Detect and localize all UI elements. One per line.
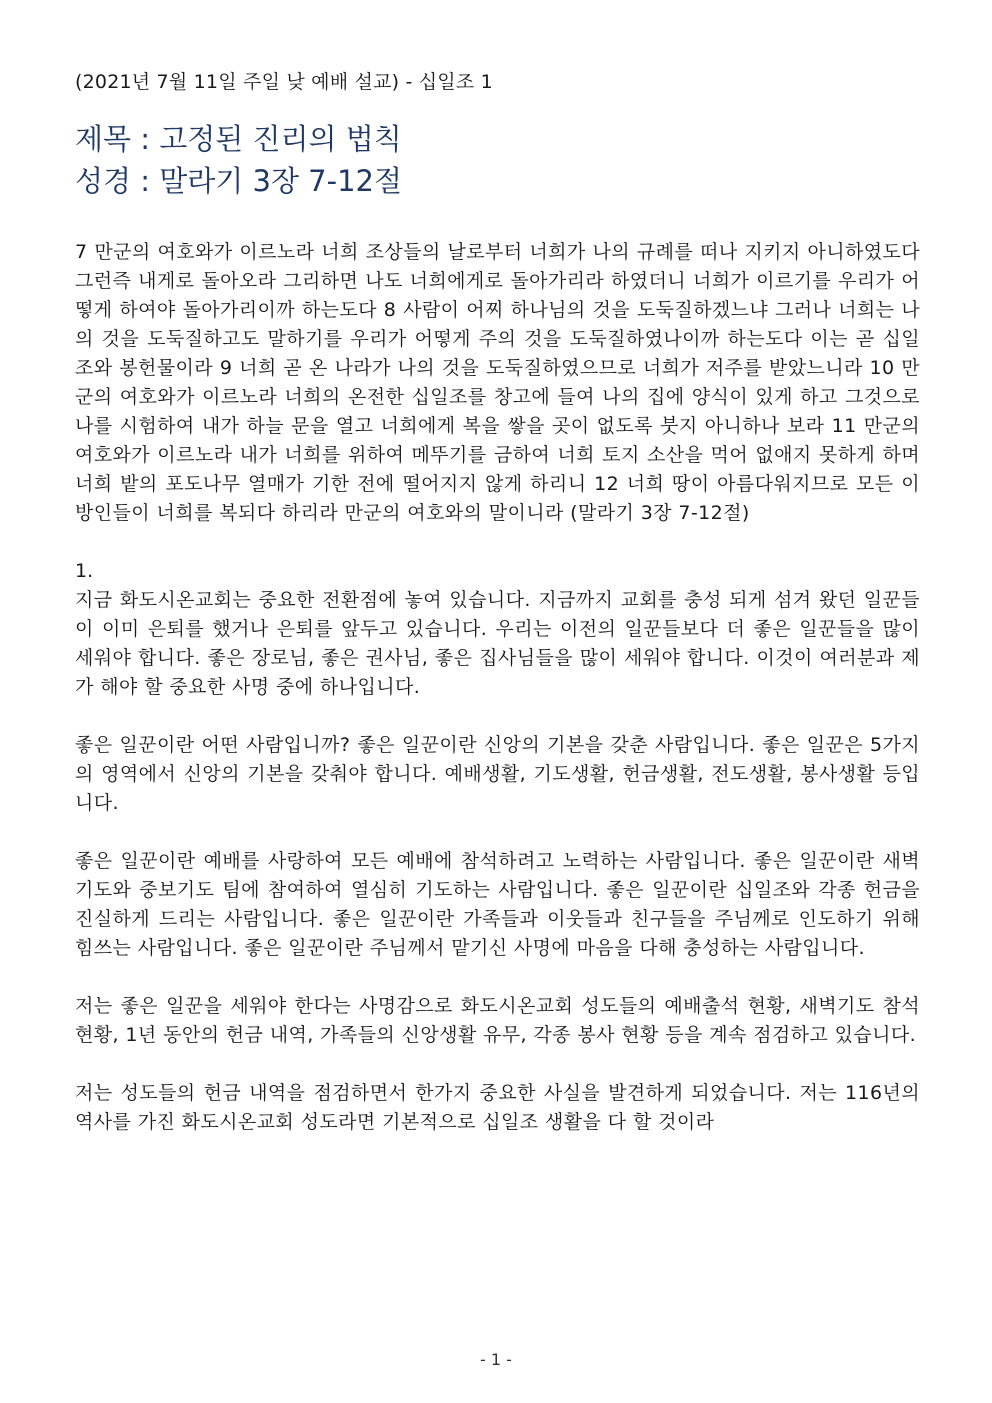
scripture-reference: 성경 : 말라기 3장 7-12절: [75, 164, 403, 198]
page-number: - 1 -: [480, 1350, 512, 1369]
spacer: [75, 1050, 920, 1079]
section-number: 1.: [75, 560, 94, 582]
spacer: [75, 818, 920, 847]
paragraph: 저는 좋은 일꾼을 세워야 한다는 사명감으로 화도시온교회 성도들의 예배출석 현황, 새벽기도 참석 현황, 1년 동안의 헌금 내역, 가족들의 신앙생활 유무, 각종 봉사 현황 등을 계속 점검하고 있습니다.: [75, 995, 920, 1046]
paragraph: 좋은 일꾼이란 예배를 사랑하여 모든 예배에 참석하려고 노력하는 사람입니다. 좋은 일꾼이란 새벽기도와 중보기도 팀에 참여하여 열심히 기도하는 사람입니다. 좋은 일꾼이란 십일조와 각종 헌금을 진실하게 드리는 사람입니다. 좋은 일꾼이란 가족들과 이웃들과 친구들을 주님께로 인도하기 위해 힘쓰는 사람입니다. 좋은 일꾼이란 주님께서 맡기신 사명에 마음을 다해 충성하는 사람입니다.: [75, 850, 920, 959]
sermon-info: (2021년 7월 11일 주일 낮 예배 설교) - 십일조 1: [75, 71, 493, 93]
document-page: [75, 68, 920, 1137]
paragraph: 지금 화도시온교회는 중요한 전환점에 놓여 있습니다. 지금까지 교회를 충성 되게 섬겨 왔던 일꾼들이 이미 은퇴를 했거나 은퇴를 앞두고 있습니다. 우리는 이전의 일꾼들보다 더 좋은 일꾼들을 많이 세워야 합니다. 좋은 장로님, 좋은 권사님, 좋은 집사님들을 많이 세워야 합니다. 이것이 여러분과 제가 해야 할 중요한 사명 중에 하나입니다.: [75, 589, 920, 698]
paragraph: 저는 성도들의 헌금 내역을 점검하면서 한가지 중요한 사실을 발견하게 되었습니다. 저는 116년의 역사를 가진 화도시온교회 성도라면 기본적으로 십일조 생활을 다 할 것이라: [75, 1082, 920, 1133]
sermon-title: 제목 : 고정된 진리의 법칙: [75, 122, 402, 156]
spacer: [75, 702, 920, 731]
spacer: [75, 963, 920, 992]
title-block: [75, 118, 920, 202]
spacer: [75, 528, 920, 557]
scripture-text: 7 만군의 여호와가 이르노라 너희 조상들의 날로부터 너희가 나의 규례를 떠나 지키지 아니하였도다 그런즉 내게로 돌아오라 그리하면 나도 너희에게로 돌아가리라 하였더니 너희가 이르기를 우리가 어떻게 하여야 돌아가리이까 하는도다 8 사람이 어찌 하나님의 것을 도둑질하겠느냐 그러나 너희는 나의 것을 도둑질하고도 말하기를 우리가 어떻게 주의 것을 도둑질하였나이까 하는도다 이는 곧 십일조와 봉헌물이라 9 너희 곧 온 나라가 나의 것을 도둑질하였으므로 너희가 저주를 받았느니라 10 만군의 여호와가 이르노라 너희의 온전한 십일조를 창고에 들여 나의 집에 양식이 있게 하고 그것으로 나를 시험하여 내가 하늘 문을 열고 너희에게 복을 쌓을 곳이 없도록 붓지 아니하나 보라 11 만군의 여호와가 이르노라 내가 너희를 위하여 메뚜기를 금하여 너희 토지 소산을 먹어 없애지 못하게 하며 너희 밭의 포도나무 열매가 기한 전에 떨어지지 않게 하리니 12 너희 땅이 아름다워지므로 모든 이방인들이 너희를 복되다 하리라 만군의 여호와의 말이니라 (말라기 3장 7-12절): [75, 241, 920, 524]
paragraph: 좋은 일꾼이란 어떤 사람입니까? 좋은 일꾼이란 신앙의 기본을 갖춘 사람입니다. 좋은 일꾼은 5가지의 영역에서 신앙의 기본을 갖춰야 합니다. 예배생활, 기도생활, 헌금생활, 전도생활, 봉사생활 등입니다.: [75, 734, 920, 814]
